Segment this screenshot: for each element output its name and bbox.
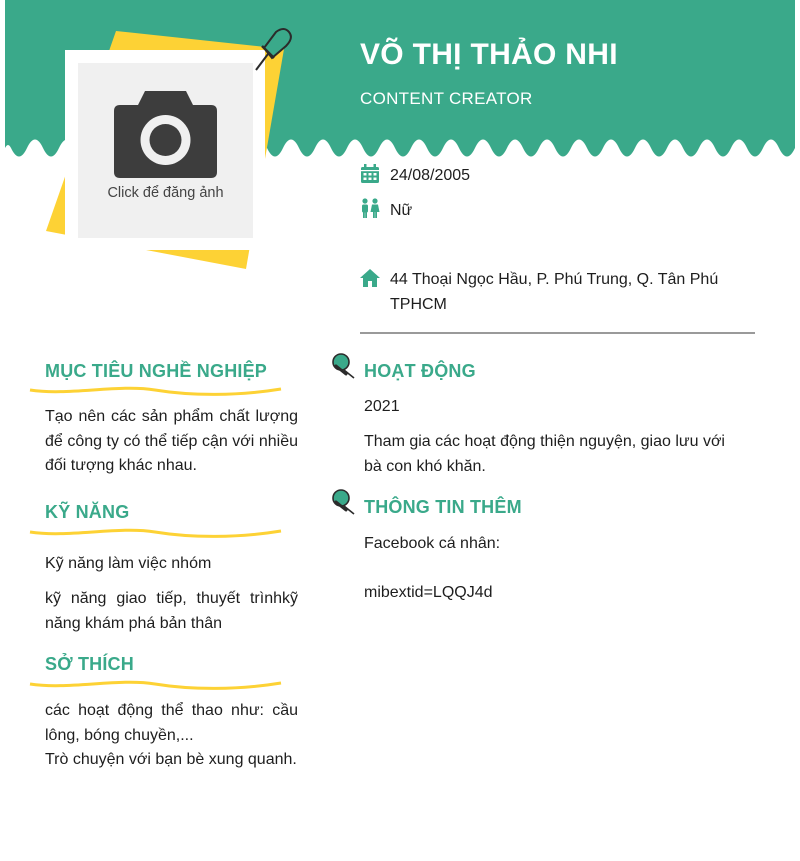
gender-icon bbox=[360, 198, 380, 218]
skills-title: KỸ NĂNG bbox=[45, 502, 130, 522]
hobby-item: Trò chuyện với bạn bè xung quanh. bbox=[45, 751, 297, 768]
candidate-name: VÕ THỊ THẢO NHI bbox=[360, 38, 618, 71]
facebook-link[interactable]: mibextid=LQQJ4d bbox=[364, 584, 493, 601]
address-value: 44 Thoại Ngọc Hầu, P. Phú Trung, Q. Tân Phú TPHCM bbox=[390, 271, 719, 313]
extra-info-title: THÔNG TIN THÊM bbox=[364, 497, 522, 517]
facebook-label: Facebook cá nhân: bbox=[364, 535, 501, 552]
hobby-item: các hoạt động thể thao như: cầu lông, bóng chuyền,... bbox=[45, 702, 298, 744]
skills-underline bbox=[28, 526, 283, 540]
activity-year: 2021 bbox=[364, 398, 400, 415]
career-goal-text: Tạo nên các sản phẩm chất lượng để công ty có thể tiếp cận với nhiều đối tượng khác nhau. bbox=[45, 408, 298, 474]
gender-value: Nữ bbox=[390, 202, 413, 219]
calendar-icon bbox=[360, 164, 380, 184]
camera-icon bbox=[113, 88, 218, 180]
activities-title: HOẠT ĐỘNG bbox=[364, 361, 476, 381]
skill-item: kỹ năng giao tiếp, thuyết trìnhkỹ năng khám phá bản thân bbox=[45, 590, 298, 632]
hobbies-title: SỞ THÍCH bbox=[45, 654, 134, 674]
career-goal-title: MỤC TIÊU NGHỀ NGHIỆP bbox=[45, 361, 268, 381]
pin-icon bbox=[330, 352, 356, 380]
pin-icon bbox=[330, 488, 356, 516]
pin-icon bbox=[248, 24, 294, 74]
hobbies-underline bbox=[28, 678, 283, 692]
skill-item: Kỹ năng làm việc nhóm bbox=[45, 555, 212, 572]
career-goal-underline bbox=[28, 384, 283, 398]
activity-text: Tham gia các hoạt động thiện nguyện, giao lưu với bà con khó khăn. bbox=[364, 433, 725, 475]
header-divider bbox=[360, 332, 755, 334]
birthday-value: 24/08/2005 bbox=[390, 167, 471, 184]
home-icon bbox=[360, 269, 380, 287]
candidate-title: CONTENT CREATOR bbox=[360, 89, 533, 108]
photo-upload-label: Click để đăng ảnh bbox=[107, 185, 224, 201]
